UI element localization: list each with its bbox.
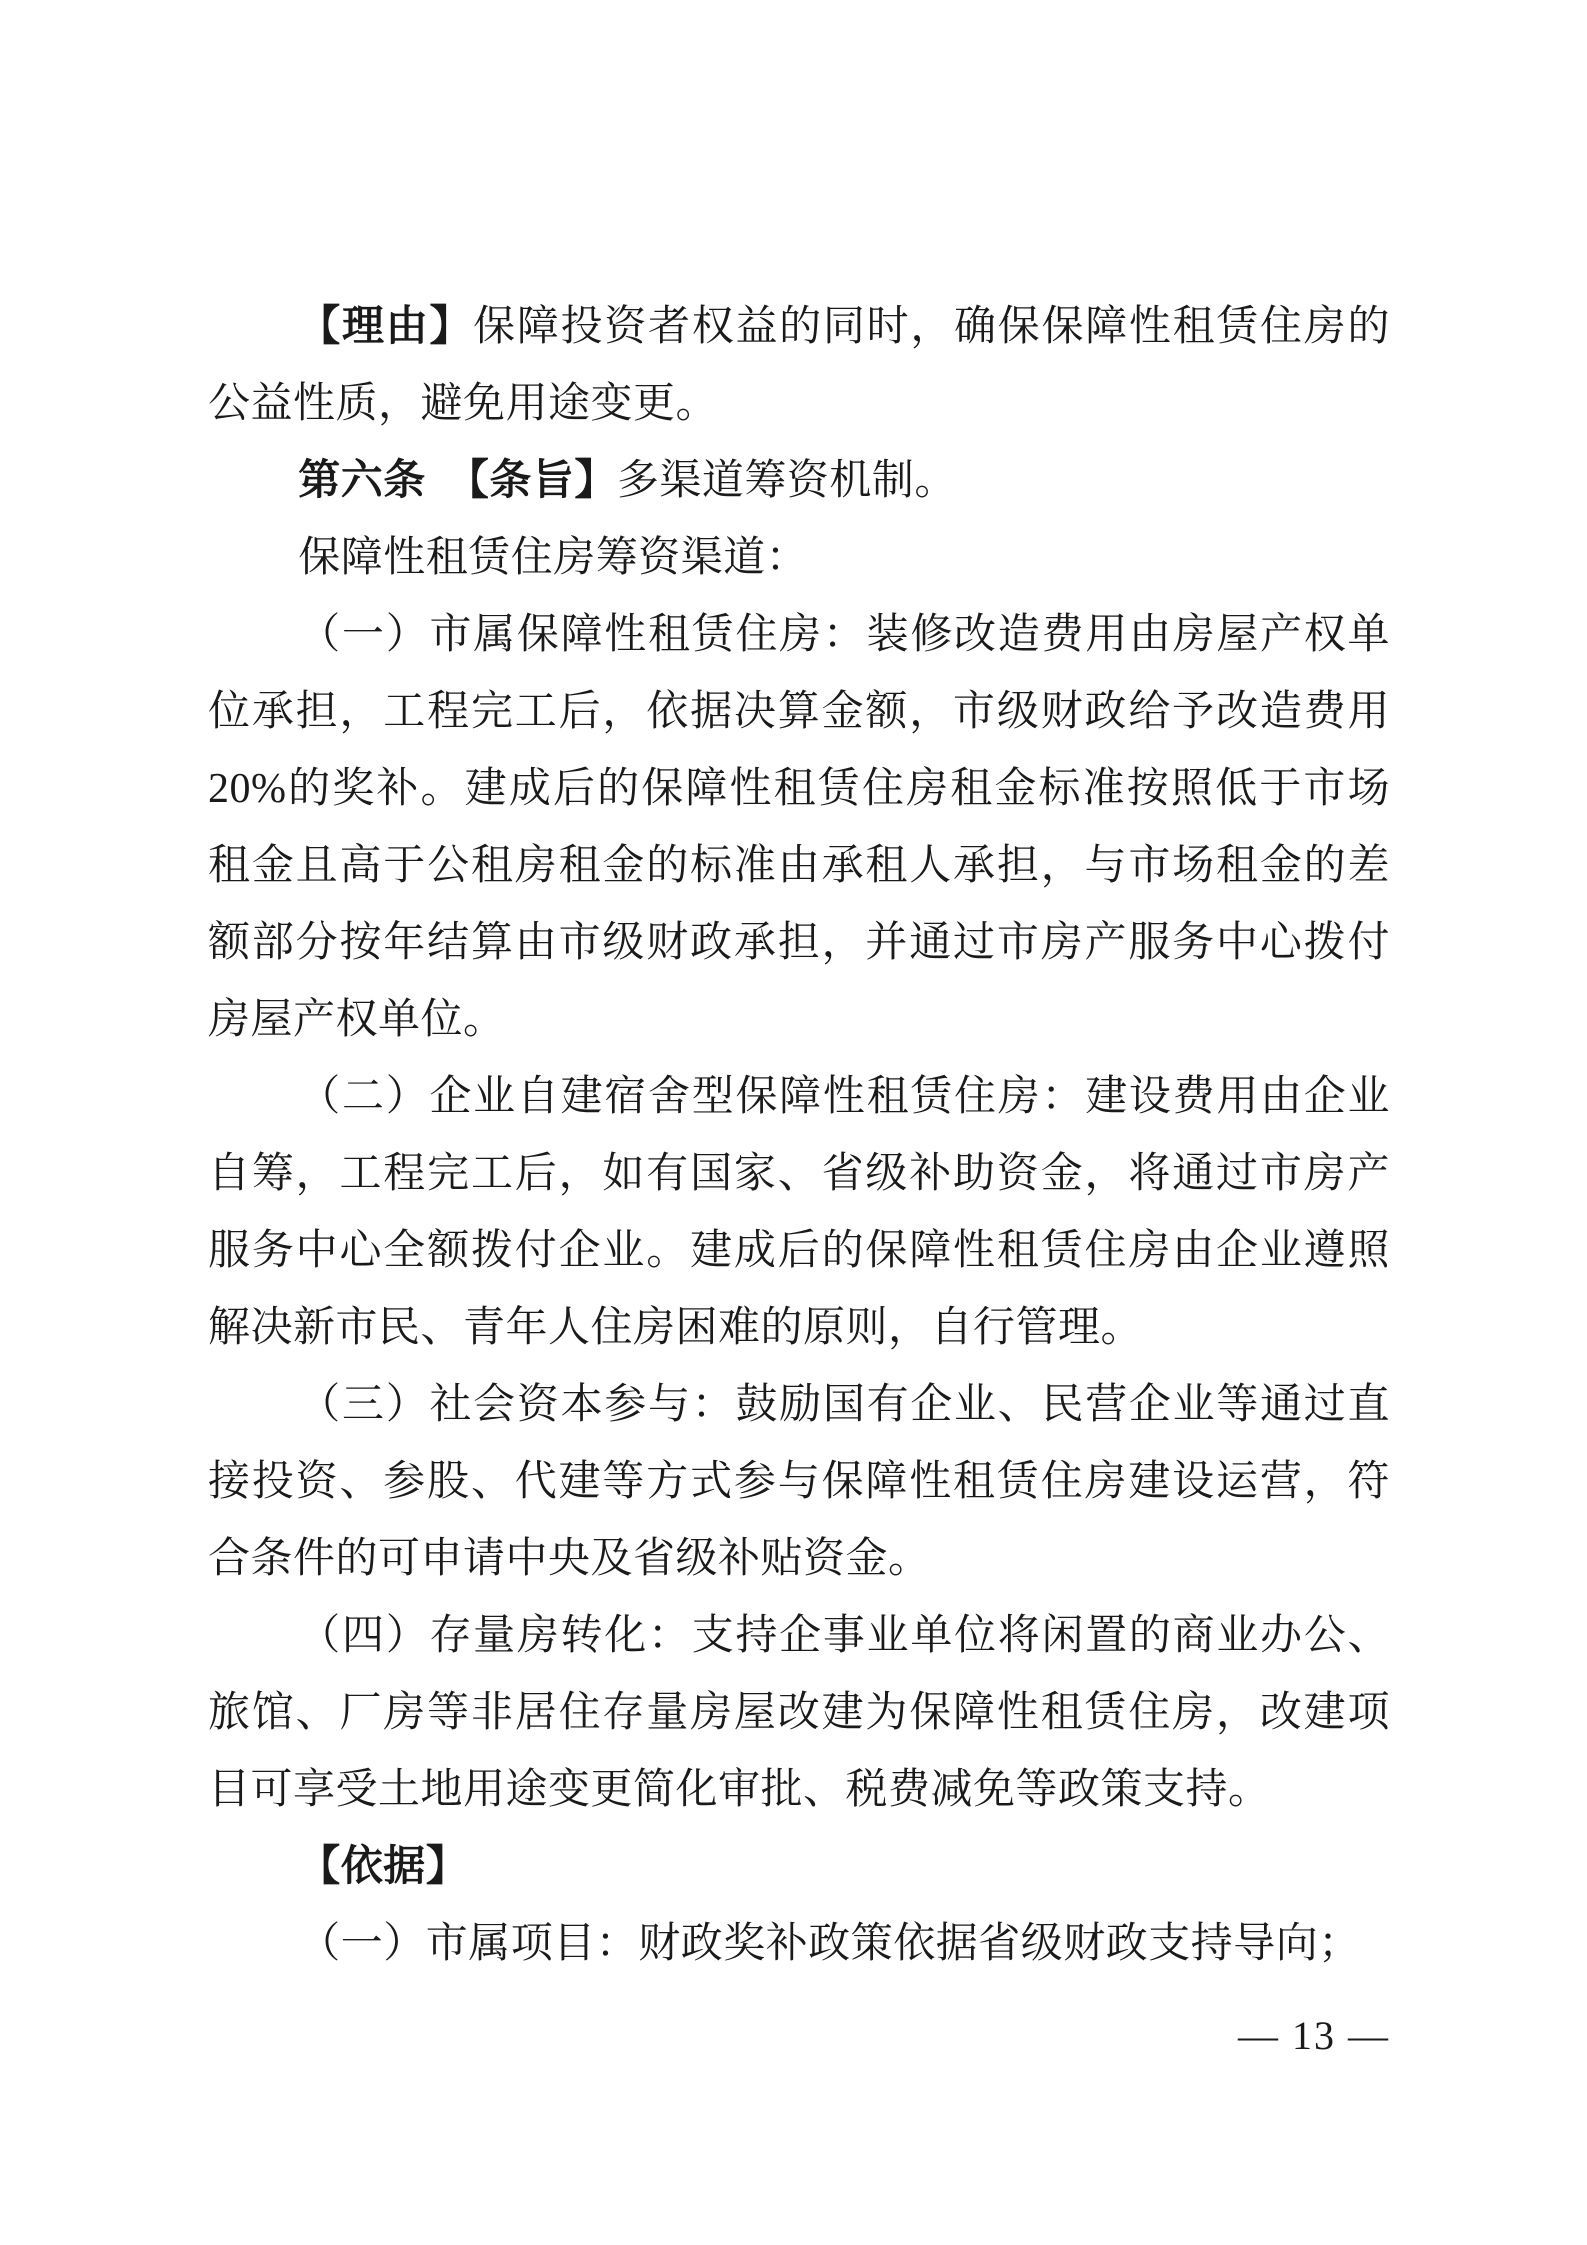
- clause-purpose-label: 【条旨】: [446, 458, 617, 504]
- paragraph-text: （二）企业自建宿舍型保障性租赁住房：建设费用由企业自筹，工程完工后，如有国家、省级补助资金，将通过市房产服务中心全额拨付企业。建成后的保障性租赁住房由企业遵照解决新市民、青年人住房困难的原则，自行管理。: [208, 1074, 1390, 1351]
- document-body: [208, 289, 1390, 1983]
- basis-label: 【依据】: [298, 1844, 469, 1890]
- paragraph-basis-item-1: [208, 1906, 1390, 1983]
- article-number: 第六条: [298, 458, 426, 504]
- paragraph-text: 多渠道筹资机制。: [616, 458, 957, 504]
- reason-label: 【理由】: [298, 304, 474, 350]
- paragraph-item-4: [208, 1598, 1390, 1829]
- paragraph-text: 保障投资者权益的同时，确保保障性租赁住房的公益性质，避免用途变更。: [208, 304, 1390, 427]
- paragraph-item-3: [208, 1367, 1390, 1598]
- paragraph-item-1: [208, 597, 1390, 1059]
- paragraph-text: （三）社会资本参与：鼓励国有企业、民营企业等通过直接投资、参股、代建等方式参与保障性租赁住房建设运营，符合条件的可申请中央及省级补贴资金。: [208, 1382, 1390, 1582]
- paragraph-text: （一）市属保障性租赁住房：装修改造费用由房屋产权单位承担，工程完工后，依据决算金额，市级财政给予改造费用 20%的奖补。建成后的保障性租赁住房租金标准按照低于市场租金且高于公租房租金的标准由承租人承担，与市场租金的差额部分按年结算由市级财政承担，并通过市房产服务中心拨付房屋产权单位。: [208, 612, 1390, 1043]
- paragraph-article-6: [208, 443, 1390, 520]
- paragraph-basis: [208, 1829, 1390, 1906]
- paragraph-text: 保障性租赁住房筹资渠道：: [298, 535, 809, 581]
- page-number: — 13 —: [1238, 2013, 1390, 2058]
- paragraph-reason: [208, 289, 1390, 443]
- paragraph-text: （一）市属项目：财政奖补政策依据省级财政支持导向；: [298, 1921, 1361, 1967]
- paragraph-text: （四）存量房转化：支持企事业单位将闲置的商业办公、旅馆、厂房等非居住存量房屋改建为保障性租赁住房，改建项目可享受土地用途变更简化审批、税费减免等政策支持。: [208, 1613, 1390, 1813]
- paragraph-item-2: [208, 1059, 1390, 1367]
- paragraph-channels-intro: [208, 520, 1390, 597]
